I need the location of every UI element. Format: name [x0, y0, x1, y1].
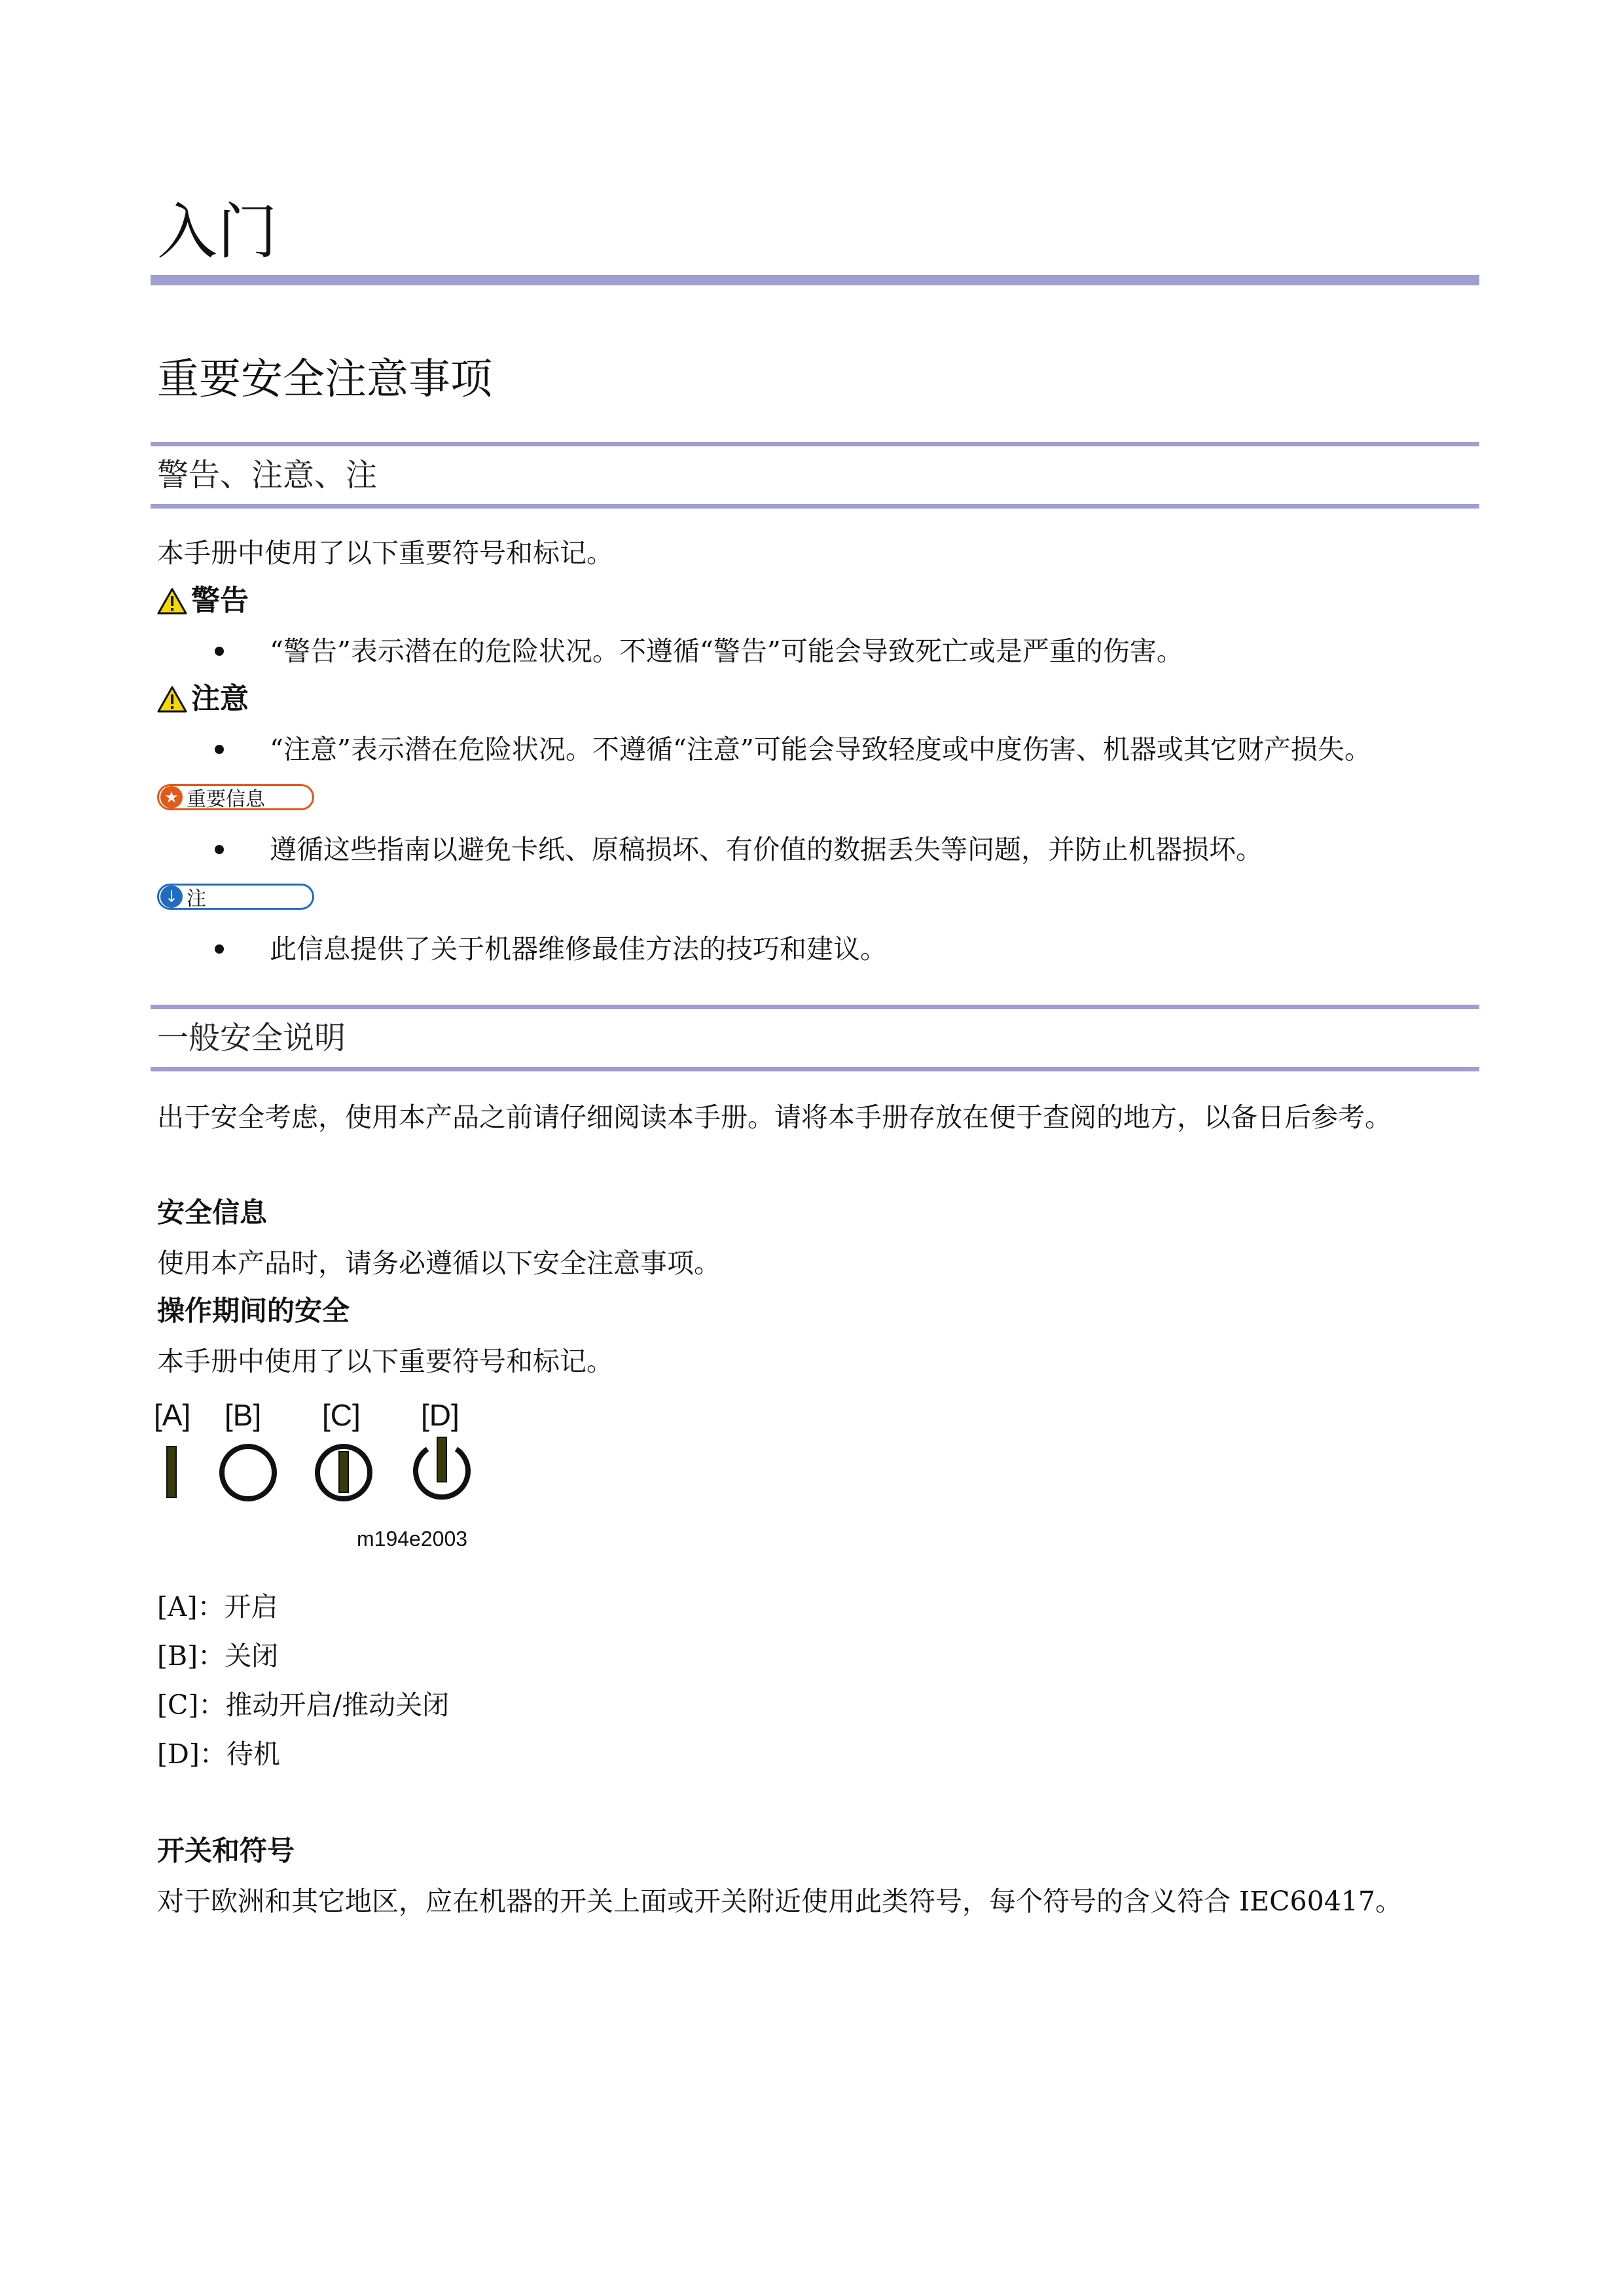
- bullet-dot: [215, 944, 224, 954]
- title-rule: [151, 275, 1479, 285]
- subsection-heading-general-safety: 一般安全说明: [157, 1020, 346, 1056]
- warning-label: [157, 583, 249, 619]
- figure-label-a: [A]: [154, 1398, 191, 1432]
- definition-a: [A]：开启: [157, 1591, 278, 1623]
- important-text: 遵循这些指南以避免卡纸、原稿损坏、有价值的数据丢失等问题，并防止机器损坏。: [270, 834, 1263, 865]
- standby-icon: [416, 1437, 468, 1497]
- operation-safety-text: 本手册中使用了以下重要符号和标记。: [157, 1346, 613, 1377]
- note-text: 此信息提供了关于机器维修最佳方法的技巧和建议。: [270, 933, 887, 965]
- power-off-icon: [222, 1446, 274, 1499]
- note-label: 注: [187, 888, 206, 910]
- intro-text: 本手册中使用了以下重要符号和标记。: [157, 537, 613, 569]
- caution-text: “注意”表示潜在危险状况。不遵循“注意”可能会导致轻度或中度伤害、机器或其它财产损失。: [270, 734, 1371, 765]
- bullet-dot: [215, 647, 224, 656]
- subsection-heading-warnings: 警告、注意、注: [157, 457, 378, 493]
- bullet-dot: [215, 845, 224, 854]
- warning-text: “警告”表示潜在的危险状况。不遵循“警告”可能会导致死亡或是严重的伤害。: [270, 636, 1183, 667]
- section-title: 重要安全注意事项: [157, 355, 492, 404]
- warning-label-text: 警告: [191, 584, 249, 617]
- caution-bullet: [215, 730, 1371, 769]
- power-symbols-figure: [154, 1394, 494, 1564]
- figure-label-d: [D]: [421, 1398, 460, 1432]
- general-safety-intro: 出于安全考虑，使用本产品之前请仔细阅读本手册。请将本手册存放在便于查阅的地方，以备日后参考。: [157, 1102, 1392, 1133]
- safety-info-text: 使用本产品时，请务必遵循以下安全注意事项。: [157, 1247, 721, 1279]
- caution-triangle-icon: [157, 685, 187, 713]
- caution-label: [157, 681, 249, 717]
- figure-label-c: [C]: [322, 1398, 361, 1432]
- subsection-rule-bottom: [151, 504, 1479, 509]
- down-arrow-icon: ↓: [160, 886, 183, 908]
- bullet-dot: [215, 745, 224, 754]
- subsection-rule-top: [151, 442, 1479, 446]
- figure-label-b: [B]: [225, 1398, 262, 1432]
- definition-d: [D]：待机: [157, 1738, 280, 1770]
- subsection-rule-top: [151, 1005, 1479, 1009]
- warning-triangle-icon: [157, 587, 187, 615]
- power-on-icon: [167, 1446, 176, 1498]
- definition-c: [C]：推动开启/推动关闭: [157, 1689, 450, 1721]
- page-title: 入门: [157, 197, 278, 267]
- subsection-rule-bottom: [151, 1067, 1479, 1071]
- important-bullet: [215, 830, 1263, 869]
- caution-label-text: 注意: [191, 682, 249, 715]
- important-badge: [157, 784, 314, 810]
- figure-code: m194e2003: [357, 1527, 468, 1551]
- operation-safety-label: 操作期间的安全: [157, 1295, 350, 1327]
- important-label: 重要信息: [187, 788, 265, 811]
- star-icon: ★: [160, 786, 183, 808]
- switch-symbols-label: 开关和符号: [157, 1835, 295, 1867]
- push-on-off-icon: [317, 1446, 370, 1499]
- safety-info-label: 安全信息: [157, 1196, 268, 1229]
- note-badge: [157, 884, 314, 910]
- definition-b: [B]：关闭: [157, 1640, 279, 1672]
- note-bullet: [215, 929, 887, 969]
- warning-bullet: [215, 632, 1183, 671]
- switch-symbols-text: 对于欧洲和其它地区，应在机器的开关上面或开关附近使用此类符号，每个符号的含义符合 IEC60417。: [157, 1886, 1402, 1917]
